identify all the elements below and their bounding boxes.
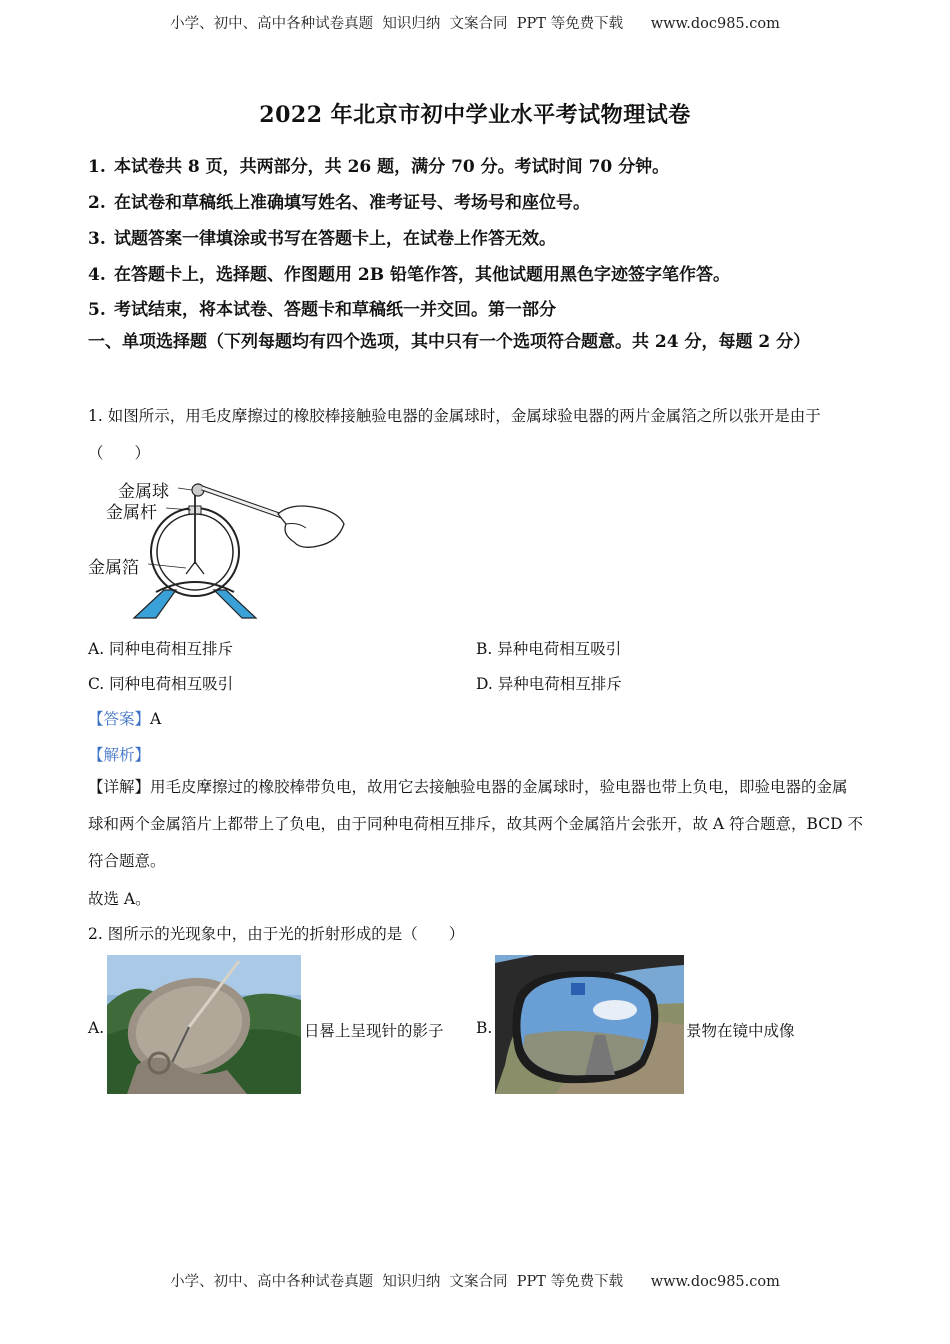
mirror-photo bbox=[495, 955, 684, 1094]
instruction-1: 1. 本试卷共 8 页，共两部分，共 26 题，满分 70 分。考试时间 70 分钟。 bbox=[88, 157, 670, 177]
q1-option-d: D. 异种电荷相互排斥 bbox=[476, 675, 622, 693]
q1-answer: 【答案】A bbox=[88, 710, 162, 728]
q2-option-b-text: 景物在镜中成像 bbox=[686, 1022, 795, 1040]
question-1-stem: 1. 如图所示，用毛皮摩擦过的橡胶棒接触验电器的金属球时，金属球验电器的两片金属箔之所以张开是由于（ ） bbox=[88, 407, 821, 462]
question-2-stem: 2. 图所示的光现象中，由于光的折射形成的是（ ） bbox=[88, 925, 465, 943]
label-metal-foil: 金属箔 bbox=[88, 558, 139, 578]
q1-option-b: B. 异种电荷相互吸引 bbox=[476, 640, 622, 658]
section-heading: 一、单项选择题（下列每题均有四个选项，其中只有一个选项符合题意。共 24 分，每题 2 分） bbox=[88, 332, 811, 352]
instruction-3: 3. 试题答案一律填涂或书写在答题卡上，在试卷上作答无效。 bbox=[88, 229, 556, 249]
sundial-photo bbox=[107, 955, 301, 1094]
instruction-4: 4. 在答题卡上，选择题、作图题用 2B 铅笔作答，其他试题用黑色字迹签字笔作答。 bbox=[88, 265, 731, 285]
label-metal-ball: 金属球 bbox=[118, 482, 169, 502]
page-footer: 小学、初中、高中各种试卷真题 知识归纳 文案合同 PPT 等免费下载 www.doc985.com bbox=[170, 1274, 780, 1290]
q1-conclusion: 故选 A。 bbox=[88, 890, 151, 908]
q1-option-c: C. 同种电荷相互吸引 bbox=[88, 675, 234, 693]
q2-option-b-label: B. bbox=[476, 1019, 493, 1037]
page-title: 2022 年北京市初中学业水平考试物理试卷 bbox=[259, 102, 691, 128]
q1-option-a: A. 同种电荷相互排斥 bbox=[88, 640, 234, 658]
q2-option-a-label: A. bbox=[88, 1019, 105, 1037]
page-header: 小学、初中、高中各种试卷真题 知识归纳 文案合同 PPT 等免费下载 www.doc985.com bbox=[170, 16, 780, 32]
q2-option-a-text: 日晷上呈现针的影子 bbox=[304, 1022, 444, 1040]
instruction-5: 5. 考试结束，将本试卷、答题卡和草稿纸一并交回。第一部分 bbox=[88, 300, 556, 320]
q1-detail: 【详解】用毛皮摩擦过的橡胶棒带负电，故用它去接触验电器的金属球时，验电器也带上负电，即验电器的金属球和两个金属箔片上都带上了负电，由于同种电荷相互排斥，故其两个金属箔片会张开，故 A 符合题意，BCD 不符合题意。 bbox=[88, 778, 863, 870]
q1-analysis-tag: 【解析】 bbox=[88, 746, 151, 764]
instruction-2: 2. 在试卷和草稿纸上准确填写姓名、准考证号、考场号和座位号。 bbox=[88, 193, 590, 213]
label-metal-rod: 金属杆 bbox=[106, 503, 157, 523]
